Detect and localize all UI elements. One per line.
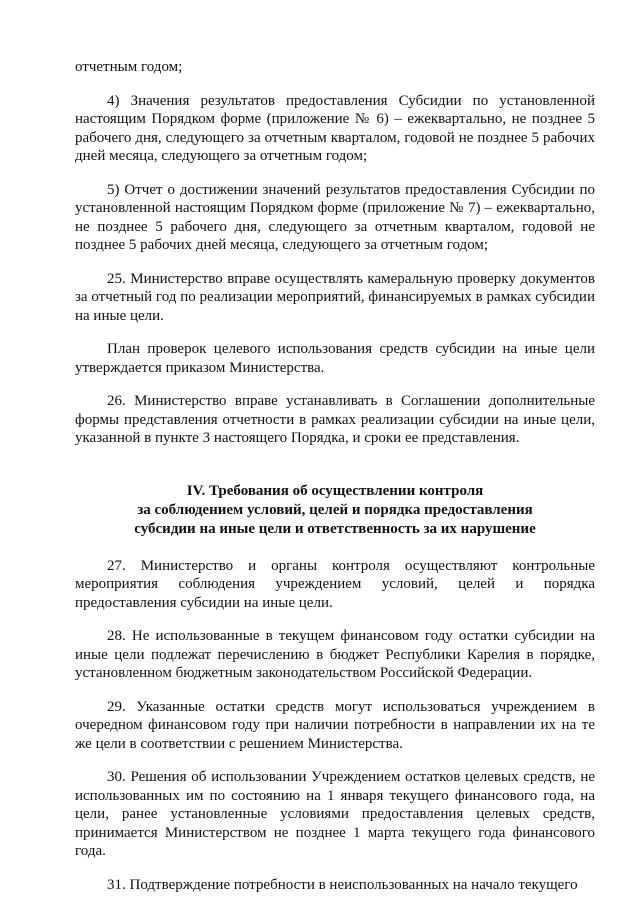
paragraph-item-4: 4) Значения результатов предоставления Субсидии по установленной настоящим Порядком форме (приложение № 6) – ежеквартально, не позднее 5 рабочего дня, следующего за отчетным кварталом, годовой не позднее 5 рабочих дней месяца, следующего за отчетным годом; <box>75 92 595 164</box>
section-heading-line-1: IV. Требования об осуществлении контроля <box>186 482 484 499</box>
paragraph-28: 28. Не использованные в текущем финансовом году остатки субсидии на иные цели подлежат перечислению в бюджет Республики Карелия в порядке, установленном бюджетным законодательством Российской Федерации. <box>75 628 595 681</box>
section-heading <box>75 482 595 539</box>
paragraph-item-5: 5) Отчет о достижении значений результатов предоставления Субсидии по установленной настоящим Порядком форме (приложение № 7) – ежеквартально, не позднее 5 рабочего дня, следующего за отчетным кварталом, годовой не позднее 5 рабочих дней месяца, следующего за отчетным годом; <box>75 181 595 253</box>
paragraph-29: 29. Указанные остатки средств могут использоваться учреждением в очередном финансовом году при наличии потребности в направлении их на те же цели в соответствии с решением Министерства. <box>75 698 595 752</box>
paragraph-30: 30. Решения об использовании Учреждением остатков целевых средств, не использованных им по состоянию на 1 января текущего финансового года, на цели, ранее установленные условиями предоставления целевых средств, принимается Министерством не позднее 1 марта текущего года финансового года. <box>75 769 595 859</box>
section-heading-line-2: за соблюдением условий, целей и порядка предоставления <box>137 501 533 518</box>
document-page <box>75 58 595 909</box>
paragraph-27: 27. Министерство и органы контроля осуществляют контрольные мероприятия соблюдения учреждением условий, целей и порядка предоставления субсидии на иные цели. <box>75 557 595 611</box>
paragraph-31: 31. Подтверждение потребности в неиспользованных на начало текущего <box>107 876 578 893</box>
section-heading-line-3: субсидии на иные цели и ответственность за их нарушение <box>134 520 536 537</box>
paragraph-25: 25. Министерство вправе осуществлять камеральную проверку документов за отчетный год по реализации мероприятий, финансируемых в рамках субсидии на иные цели. <box>75 270 595 324</box>
paragraph-inspection-plan: План проверок целевого использования средств субсидии на иные цели утверждается приказом Министерства. <box>75 341 595 376</box>
paragraph-continuation: отчетным годом; <box>75 59 183 75</box>
paragraph-26: 26. Министерство вправе устанавливать в Соглашении дополнительные формы представления отчетности в рамках реализации субсидии на иные цели, указанной в пункте 3 настоящего Порядка, и сроки ее представления. <box>75 393 595 446</box>
